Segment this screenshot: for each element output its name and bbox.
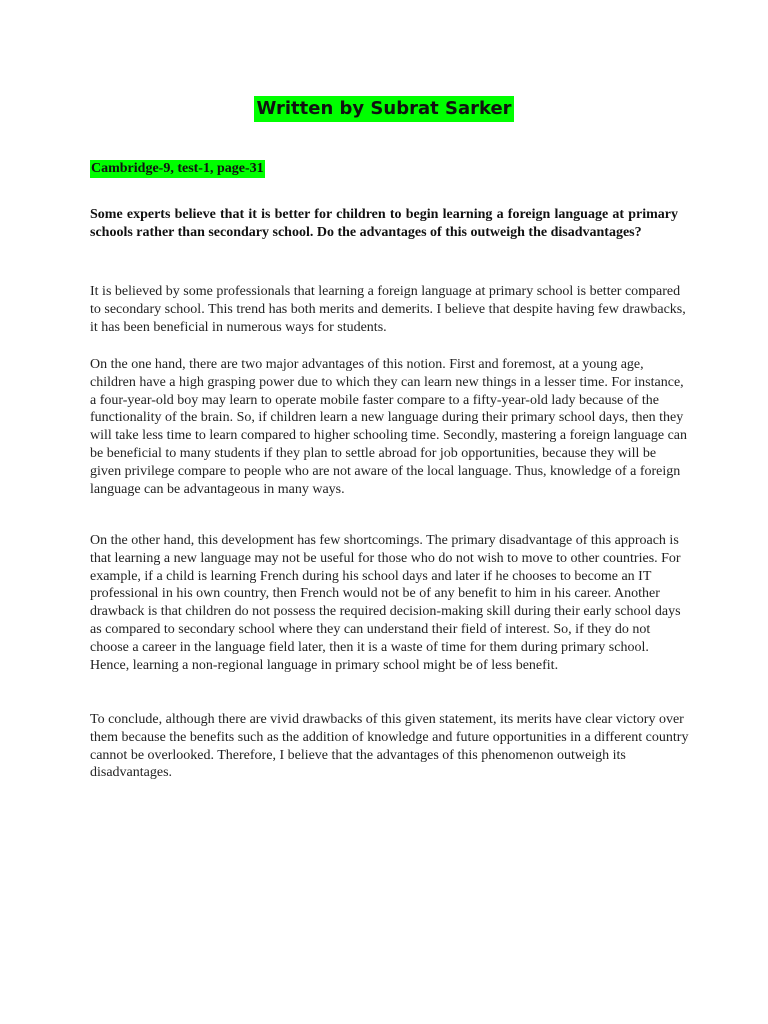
essay-question: Some experts believe that it is better for children to begin learning a foreign language at primary schools rather than secondary school. Do the advantages of this outweigh the disadvantages? <box>90 207 678 240</box>
document-page <box>90 0 689 1024</box>
document-title: Written by Subrat Sarker <box>254 96 513 122</box>
paragraph-introduction: It is believed by some professionals that learning a foreign language at primary school is better compared to secondary school. This trend has both merits and demerits. I believe that despite having few drawbacks, it has been beneficial in numerous ways for students. <box>90 284 686 335</box>
paragraph-conclusion: To conclude, although there are vivid drawbacks of this given statement, its merits have clear victory over them because the benefits such as the addition of knowledge and future opportunities in a different country cannot be overlooked. Therefore, I believe that the advantages of this phenomenon outweigh its disadvantages. <box>90 712 689 781</box>
paragraph-disadvantages: On the other hand, this development has few shortcomings. The primary disadvantage of this approach is that learning a new language may not be useful for those who do not wish to move to other countries. For example, if a child is learning French during his school days and later if he chooses to become an IT professional in his own country, then French would not be of any benefit to him in his career. Another drawback is that children do not possess the required decision-making skill during their early school days as compared to secondary school where they can understand their field of interest. So, if they do not choose a career in the language field later, then it is a waste of time for them during primary school. Hence, learning a non-regional language in primary school might be of less benefit. <box>90 533 681 673</box>
title-container <box>90 96 678 122</box>
paragraph-advantages: On the one hand, there are two major advantages of this notion. First and foremost, at a young age, children have a high grasping power due to which they can learn new things in a lesser time. For instance, a four-year-old boy may learn to operate mobile faster compare to a fifty-year-old lady because of the functionality of the brain. So, if children learn a new language during their primary school days, then they will take less time to learn compared to higher schooling time. Secondly, mastering a foreign language can be beneficial to many students if they plan to settle abroad for job opportunities, because they will be given privilege compare to people who are not aware of the local language. Thus, knowledge of a foreign language can be advantageous in many ways. <box>90 357 688 497</box>
reference-label: Cambridge-9, test-1, page-31 <box>91 161 264 176</box>
